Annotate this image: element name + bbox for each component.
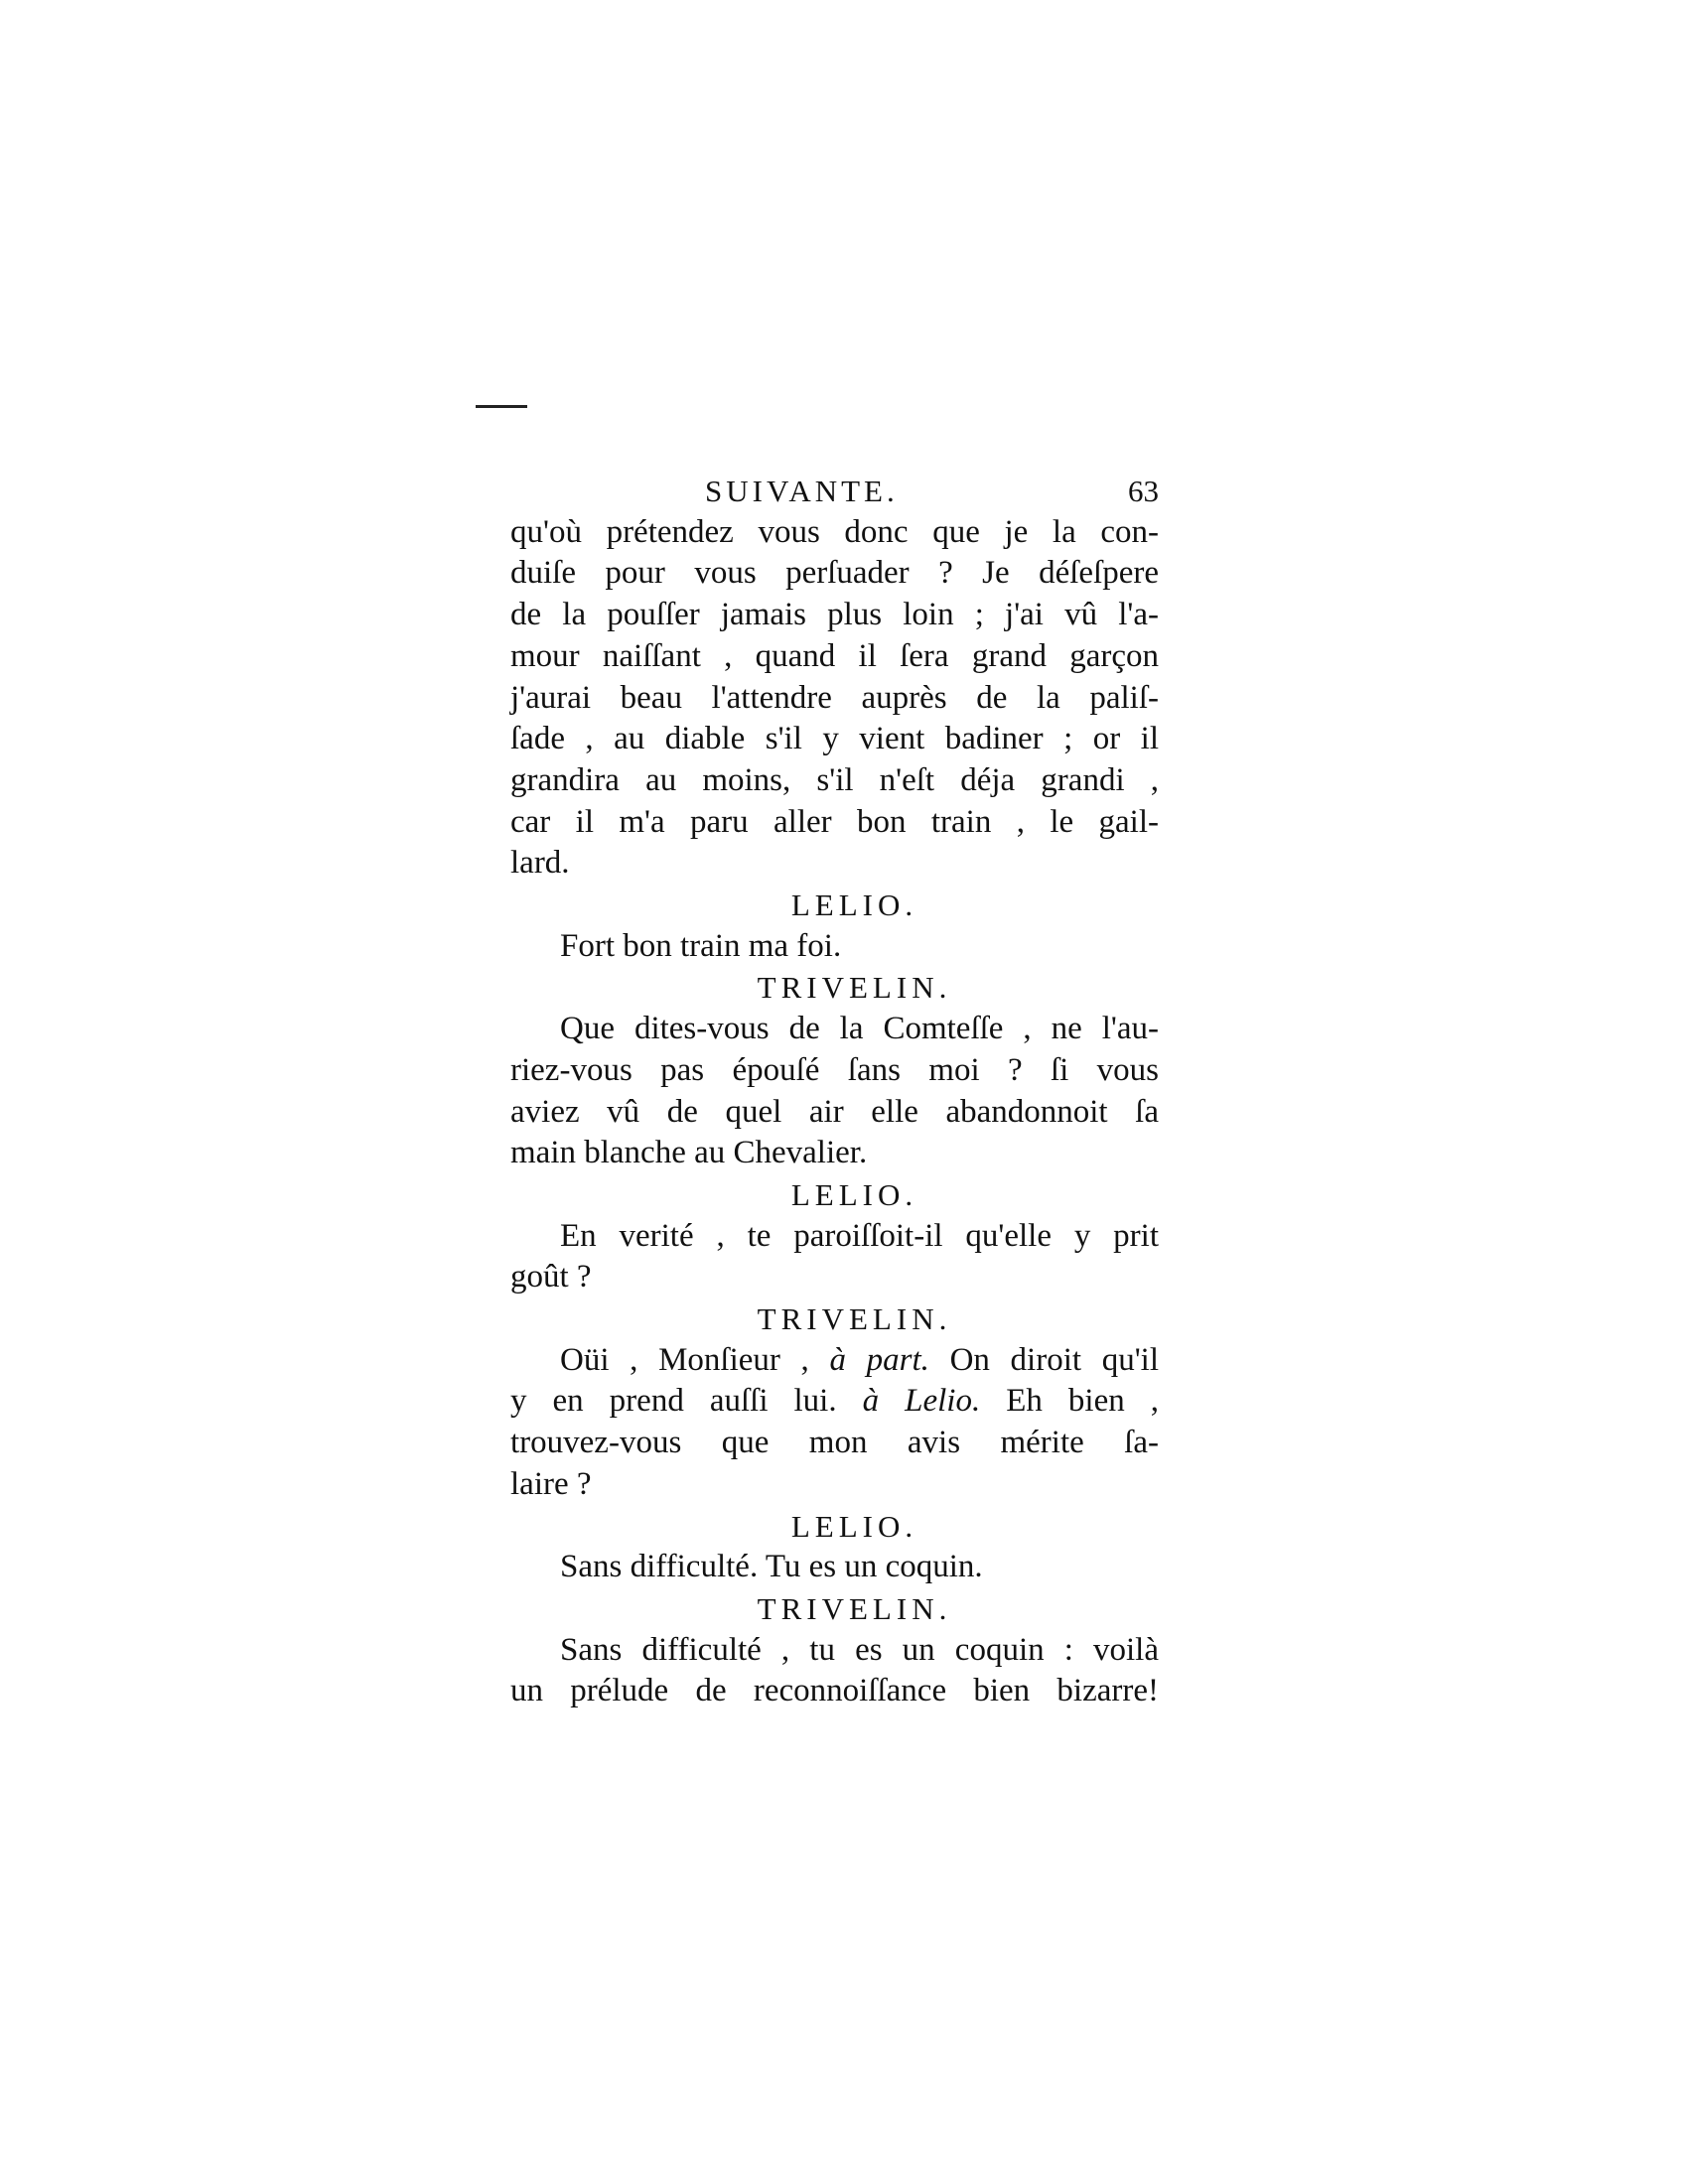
text-line [510,512,1159,554]
text-line [510,843,1159,885]
line-text: mour naiſſant , quand il ſera grand garçon [510,637,1159,674]
dialogue-paragraph [510,1340,1159,1506]
speaker-name: LELIO. [790,1508,918,1544]
line-text: un prélude de reconnoiſſance bien bizarre! [510,1673,1159,1709]
dialogue-paragraph [510,1216,1159,1298]
text-line [510,553,1159,595]
speaker-name: LELIO. [790,1176,918,1212]
speaker-name: TRIVELIN. [757,1590,952,1626]
text-line [510,1671,1159,1712]
line-text: lard. [510,845,570,882]
line-text: de la pouſſer jamais plus loin ; j'ai vû l'a- [510,597,1159,633]
dialogue-paragraph [510,1630,1159,1712]
line-text: riez-vous pas épouſé ſans moi ? ſi vous [510,1051,1159,1088]
text-line [510,1340,1159,1382]
line-text: goût ? [510,1259,592,1296]
line-text: Oüi , Monſieur , [560,1341,830,1378]
dialogue-paragraph [510,1009,1159,1174]
text-line [510,1092,1159,1134]
line-text: car il m'a paru aller bon train , le gail- [510,803,1159,840]
page-body [510,512,1159,1712]
line-text: Sans difficulté. Tu es un coquin. [560,1549,983,1585]
stage-direction: à Lelio. [862,1383,981,1420]
text-line [510,719,1159,760]
dialogue-paragraph [510,1547,1159,1588]
line-text: grandira au moins, s'il n'eſt déja grandi , [510,761,1159,798]
line-text: Fort bon train ma foi. [560,927,842,964]
text-line [510,1423,1159,1464]
line-text: laire ? [510,1465,592,1502]
line-text: duiſe pour vous perſuader ? Je déſeſpere [510,555,1159,592]
line-text: ſade , au diable s'il y vient badiner ; or il [510,721,1159,757]
line-text: j'aurai beau l'attendre auprès de la paliſ- [510,679,1159,716]
speaker-name: LELIO. [790,887,918,923]
line-text: Eh bien , [980,1383,1159,1420]
line-text: qu'où prétendez vous donc que je la con- [510,513,1159,550]
line-text: trouvez-vous que mon avis mérite ſa- [510,1425,1159,1461]
line-text: aviez vû de quel air elle abandonnoit ſa [510,1093,1159,1130]
text-line [510,636,1159,678]
speaker-name: TRIVELIN. [757,1301,952,1337]
speaker-name: TRIVELIN. [757,970,952,1006]
text-line [510,1547,1159,1588]
text-line [510,1009,1159,1050]
page-header [510,471,1159,512]
running-title: SUIVANTE. [705,474,899,508]
stage-direction: à part. [829,1341,929,1378]
text-line [510,760,1159,802]
printer-rule-mark [476,405,527,408]
line-text: Que dites-vous de la Comteſſe , ne l'au- [560,1011,1159,1047]
line-text: Sans difficulté , tu es un coquin : voilà [560,1631,1159,1668]
book-page [510,471,1159,1712]
page-number: 63 [1128,474,1159,508]
line-text: On diroit qu'il [928,1341,1160,1378]
line-text: y en prend auſſi lui. [510,1383,863,1420]
text-line [510,1216,1159,1258]
dialogue-paragraph [510,512,1159,885]
line-text: En verité , te paroiſſoit-il qu'elle y prit [560,1217,1159,1254]
text-line [510,1257,1159,1298]
text-line [510,926,1159,968]
text-line [510,1050,1159,1092]
dialogue-paragraph [510,926,1159,968]
text-line [510,678,1159,720]
line-text: main blanche au Chevalier. [510,1135,868,1171]
text-line [510,1630,1159,1672]
text-line [510,1464,1159,1506]
text-line [510,802,1159,844]
text-line [510,1133,1159,1174]
text-line [510,1381,1159,1423]
text-line [510,595,1159,636]
